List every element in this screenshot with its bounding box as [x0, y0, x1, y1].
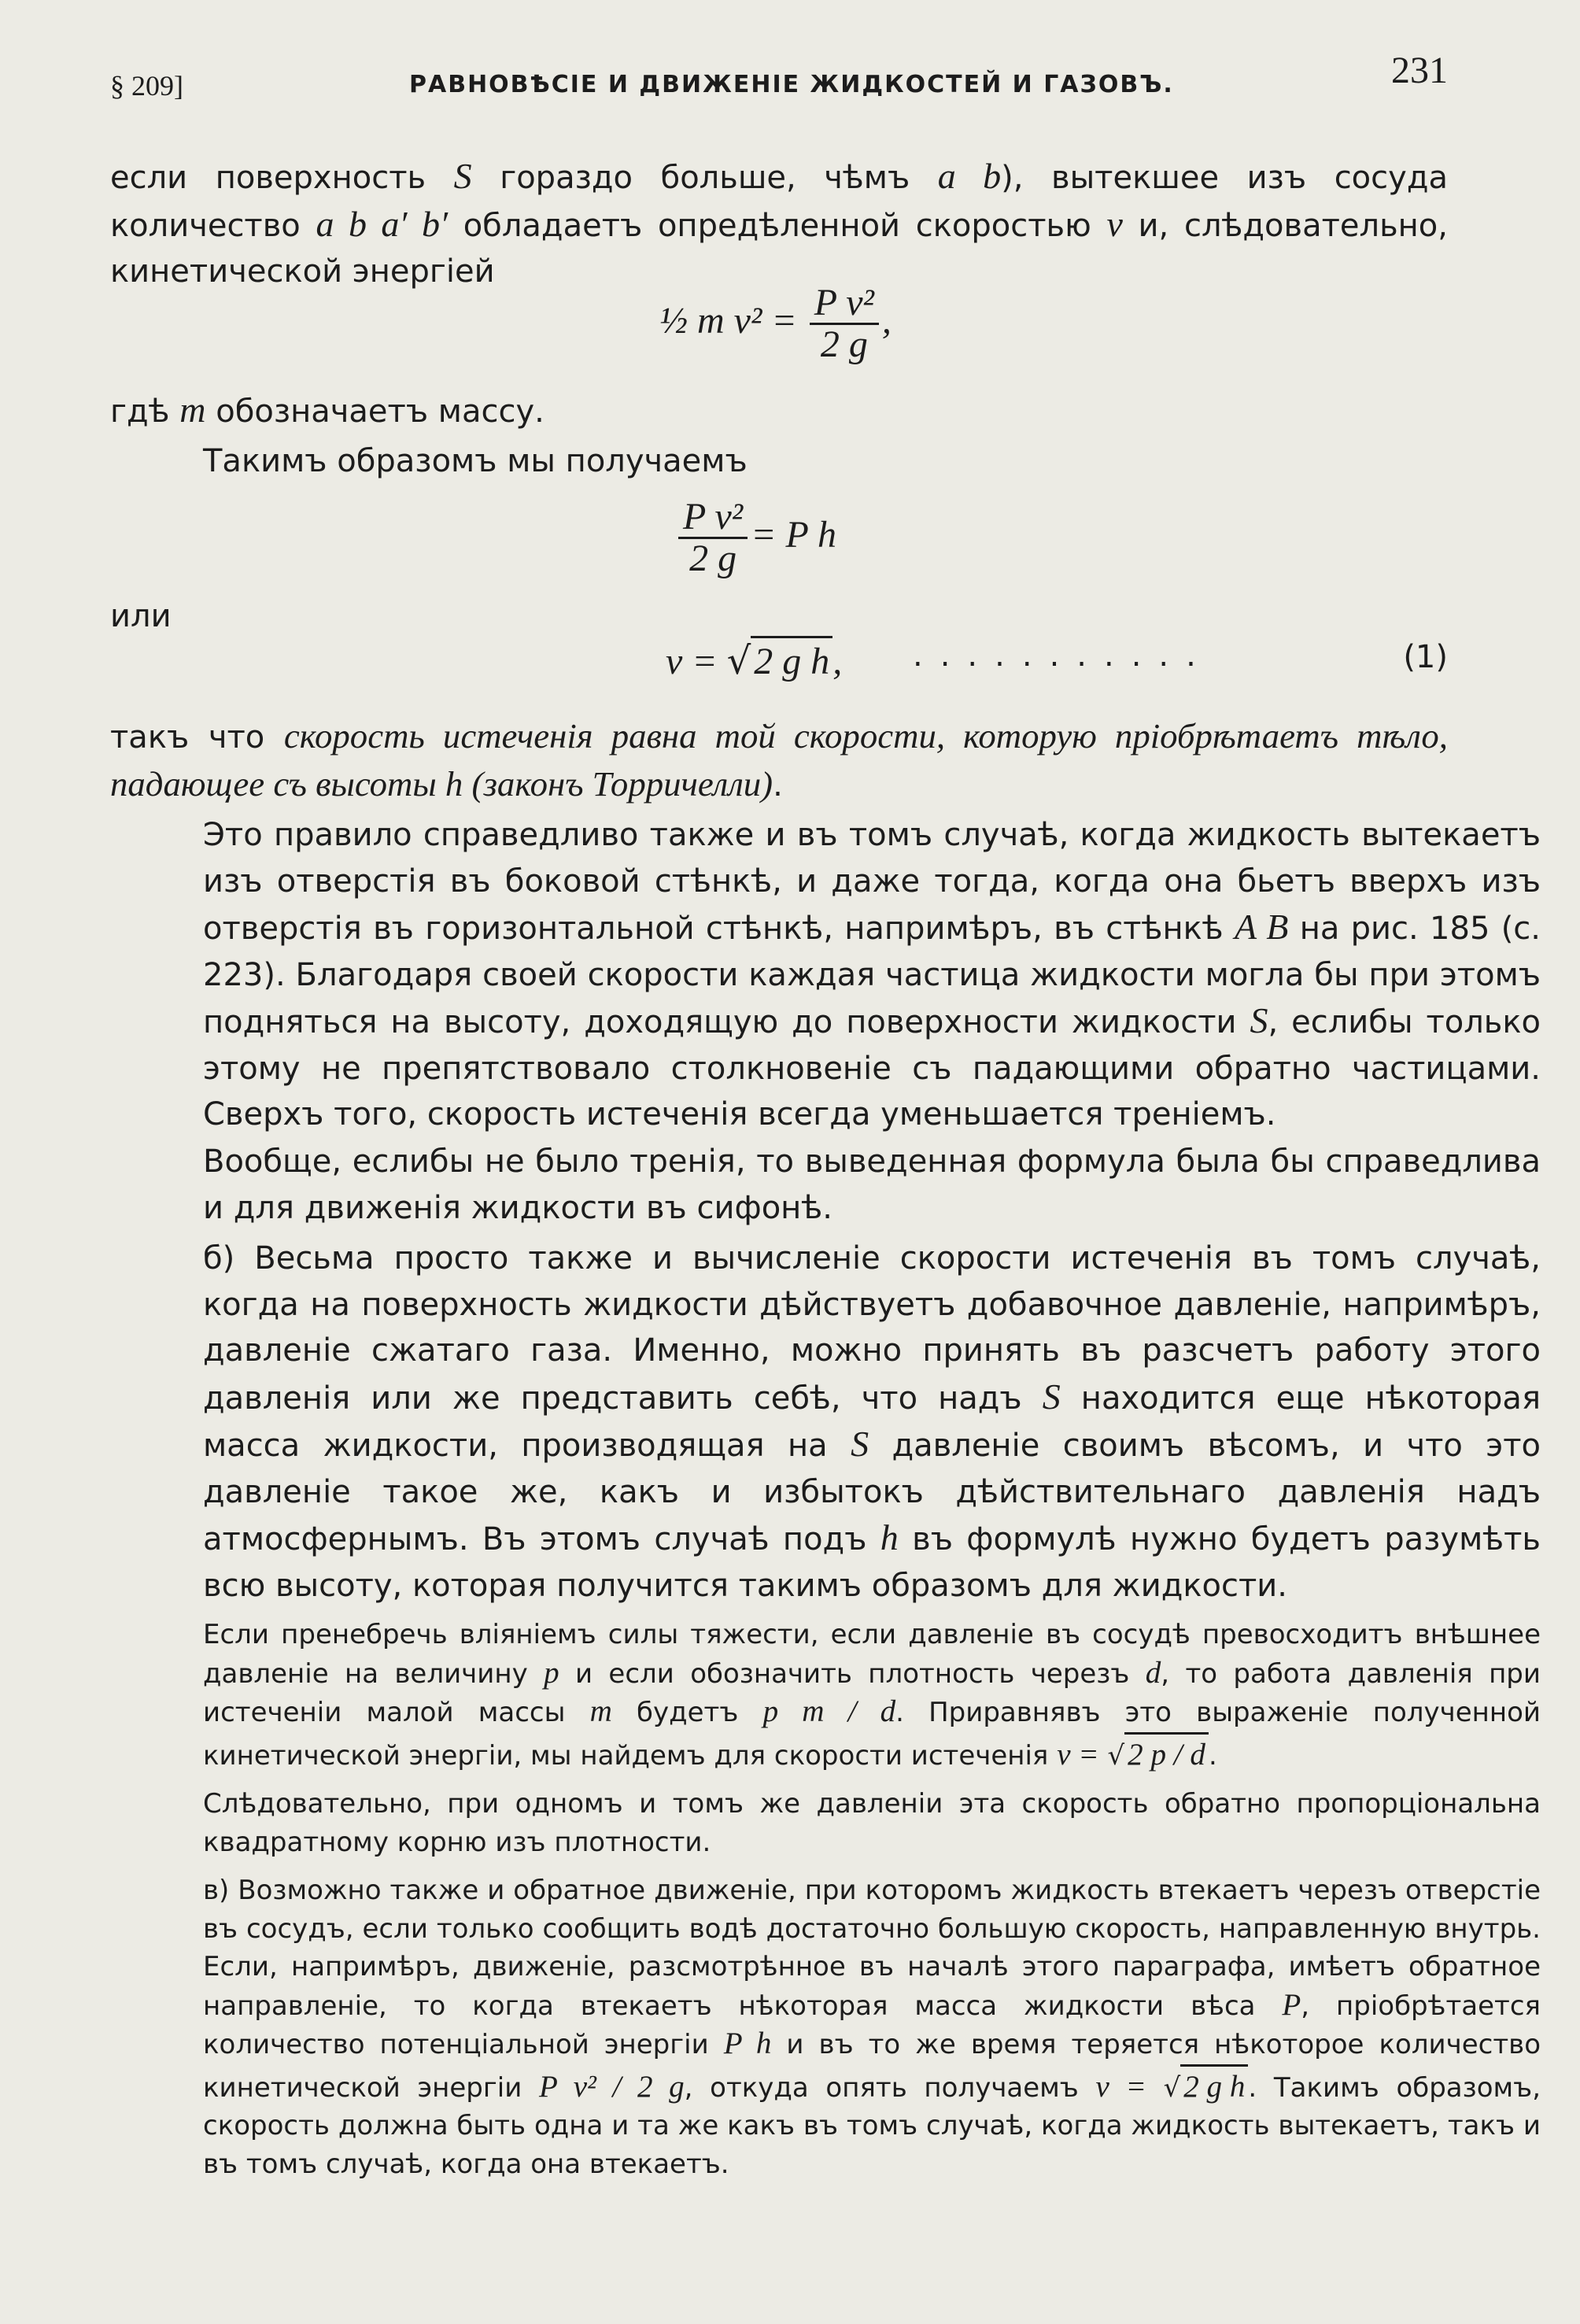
section-reference: § 209] — [110, 70, 183, 102]
line-thus: Такимъ образомъ мы получаемъ — [203, 443, 748, 479]
running-title: РАВНОВѢСІЕ И ДВИЖЕНІЕ ЖИДКОСТЕЙ И ГАЗОВЪ. — [409, 71, 1174, 98]
running-header — [110, 49, 1448, 104]
paragraph-intro: если поверхность S гораздо больше, чѣмъ a b), вытекшее изъ сосуда количество a b a′ b′ обладаетъ опредѣленной скоростью v и, слѣдовательно, кинетической энергіей — [110, 156, 1448, 290]
equation-torricelli: v = √2 g h, — [666, 636, 842, 683]
paragraph-small-pressure: Если пренебречь вліяніемъ силы тяжести, если давленіе въ сосудѣ превосходитъ внѣшнее давленіе на величину p и если обозначить плотность черезъ d, то работа давленія при истеченіи малой массы m будетъ p m / d. Приравнявъ это выраженіе полученной кинетической энергіи, мы найдемъ для скорости истеченія v = √ 2 p / d . — [110, 1616, 1541, 1775]
equation-number: (1) — [1403, 639, 1448, 675]
paragraph-small-density: Слѣдовательно, при одномъ и томъ же давленіи эта скорость обратно пропорціональна квадратному корню изъ плотности. — [203, 1788, 1541, 1858]
equation-energy-balance: $\frac{\text{P v²}}{2 g}$ = P h — [675, 497, 836, 579]
equation-leader-dots: ........... — [913, 637, 1213, 674]
label-or: или — [110, 598, 172, 634]
paragraph-b-pressure: б) Весьма просто также и вычисленіе скорости истеченія въ томъ случаѣ, когда на поверхность жидкости дѣйствуетъ добавочное давленіе, напримѣръ, давленіе сжатаго газа. Именно, можно принять въ разсчетъ работу этого давленія или же представить себѣ, что надъ S находится еще нѣкоторая масса жидкости, производящая на S давленіе своимъ вѣсомъ, и что это давленіе такое же, какъ и избытокъ дѣйствительнаго давленія надъ атмосфернымъ. Въ этомъ случаѣ подъ h въ формулѣ нужно будетъ разумѣть всю высоту, которая получится такимъ образомъ для жидкости. — [203, 1240, 1541, 1604]
paragraph-siphon: Вообще, еслибы не было тренія, то выведенная формула была бы справедлива и для движенія жидкости въ сифонѣ. — [203, 1144, 1541, 1226]
paragraph-c-inflow: в) Возможно также и обратное движеніе, при которомъ жидкость втекаетъ черезъ отверстіе въ сосудъ, если только сообщить водѣ достаточно большую скорость, направленную внутрь. Если, напримѣръ, движеніе, разсмотрѣнное въ началѣ этого параграфа, имѣетъ обратное направленіе, то когда втекаетъ нѣкоторая масса жидкости вѣса P, пріобрѣтается количество потенціальной энергіи P h и въ то же время теряется нѣкоторое количество кинетической энергіи P v² / 2 g, откуда опять получаемъ v = √ 2 g h . Такимъ образомъ, скорость должна быть одна и та же какъ въ томъ случаѣ, когда жидкость вытекаетъ, такъ и въ томъ случаѣ, когда она втекаетъ. — [203, 1875, 1541, 2180]
page-number: 231 — [1391, 50, 1448, 91]
line-mass-definition: гдѣ m обозначаетъ массу. — [110, 390, 545, 430]
paragraph-torricelli-law: такъ что скорость истеченія равна той скорости, которую пріобрѣтаетъ тѣло, падающее съ высоты h (законъ Торричелли). — [110, 716, 1448, 804]
equation-kinetic-energy: ½ m v² = $\frac{\text{P v²}}{2 g}$ , — [659, 282, 892, 366]
paragraph-side-opening: Это правило справедливо также и въ томъ случаѣ, когда жидкость вытекаетъ изъ отверстія въ боковой стѣнкѣ, и даже тогда, когда она бьетъ вверхъ изъ отверстія въ горизонтальной стѣнкѣ, напримѣръ, въ стѣнкѣ A B на рис. 185 (с. 223). Благодаря своей скорости каждая частица жидкости могла бы при этомъ подняться на высоту, доходящую до поверхности жидкости S, еслибы только этому не препятствовало столкновеніе съ падающими обратно частицами. Сверхъ того, скорость истеченія всегда уменьшается треніемъ. — [203, 817, 1541, 1132]
